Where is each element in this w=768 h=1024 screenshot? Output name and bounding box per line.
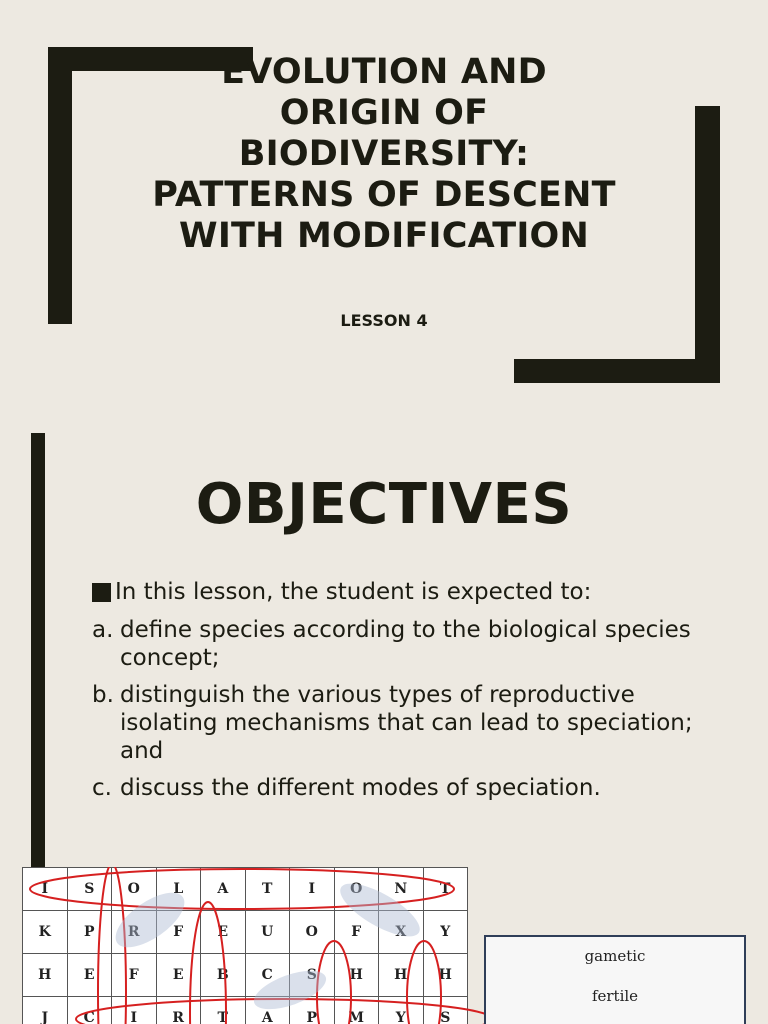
grid-cell: M	[334, 997, 379, 1024]
grid-cell: O	[112, 868, 157, 911]
word-list-box	[484, 935, 746, 1024]
list-item	[92, 681, 712, 765]
grid-cell: I	[23, 868, 68, 911]
title-line: WITH MODIFICATION	[179, 216, 589, 256]
grid-cell: H	[334, 954, 379, 997]
list-text: distinguish the various types of reproductive isolating mechanisms that can lead to speciation; and	[120, 682, 693, 764]
grid-cell: Y	[379, 997, 424, 1024]
slide-title	[100, 52, 668, 257]
circled-words-overlay	[22, 867, 492, 1024]
intro-text: In this lesson, the student is expected to:	[115, 579, 592, 605]
grid-cell: N	[379, 868, 424, 911]
grid-cell: S	[423, 997, 468, 1024]
grid-cell: F	[156, 911, 201, 954]
grid-cell: C	[245, 954, 290, 997]
grid-cell: J	[23, 997, 68, 1024]
grid-cell: E	[156, 954, 201, 997]
circle-row-word	[76, 999, 492, 1024]
grid-cell: P	[290, 997, 335, 1024]
grid-cell: R	[112, 911, 157, 954]
grid-cell: Y	[423, 911, 468, 954]
grid-cell: T	[245, 868, 290, 911]
square-bullet-icon	[92, 583, 111, 602]
word-search-puzzle	[22, 867, 470, 1024]
grid-cell: T	[423, 868, 468, 911]
circle-column-species	[98, 867, 126, 1024]
list-marker: c.	[92, 775, 112, 801]
grid-cell: X	[379, 911, 424, 954]
grid-cell: O	[290, 911, 335, 954]
grid-cell: H	[379, 954, 424, 997]
title-line: PATTERNS OF DESCENT	[152, 175, 616, 215]
grid-cell: A	[245, 997, 290, 1024]
grid-cell: A	[201, 868, 246, 911]
grid-cell: U	[245, 911, 290, 954]
grid-cell: K	[23, 911, 68, 954]
grid-cell: O	[334, 868, 379, 911]
word-item: fertile	[591, 987, 639, 1005]
list-item	[92, 774, 712, 802]
lesson-subtitle: LESSON 4	[340, 311, 428, 330]
grid-cell: S	[290, 954, 335, 997]
list-marker: a.	[92, 617, 114, 643]
list-marker: b.	[92, 682, 114, 708]
circle-row-isolation	[30, 869, 454, 909]
word-item: gametic	[584, 947, 646, 965]
circle-column-word	[317, 941, 351, 1024]
grid-cell: P	[67, 911, 112, 954]
grid-cell: S	[67, 868, 112, 911]
grid-cell: F	[112, 954, 157, 997]
title-line: EVOLUTION AND	[221, 52, 547, 92]
title-slide	[0, 0, 768, 410]
grid-cell: H	[23, 954, 68, 997]
grid-cell: E	[201, 911, 246, 954]
circle-column-word	[407, 941, 441, 1024]
objectives-list	[92, 616, 712, 811]
corner-bracket-right	[695, 106, 720, 383]
grid-cell: H	[423, 954, 468, 997]
grid-cell: B	[201, 954, 246, 997]
corner-bracket-left	[48, 47, 72, 324]
corner-bracket-bottom	[514, 359, 720, 383]
grid-cell: L	[156, 868, 201, 911]
grid-cell: R	[156, 997, 201, 1024]
grid-cell: F	[334, 911, 379, 954]
title-line: ORIGIN OF	[279, 93, 489, 133]
grid-cell: C	[67, 997, 112, 1024]
objectives-slide	[0, 410, 768, 1024]
grid-cell: T	[201, 997, 246, 1024]
objectives-title: OBJECTIVES	[195, 472, 573, 537]
grid-cell: I	[112, 997, 157, 1024]
title-line: BIODIVERSITY:	[238, 134, 530, 174]
list-text: define species according to the biological species concept;	[120, 617, 691, 671]
grid-cell: E	[67, 954, 112, 997]
intro-line	[92, 578, 591, 607]
circle-column-fertile	[190, 902, 226, 1024]
list-text: discuss the different modes of speciation.	[120, 775, 601, 801]
grid-cell: I	[290, 868, 335, 911]
list-item	[92, 616, 712, 672]
